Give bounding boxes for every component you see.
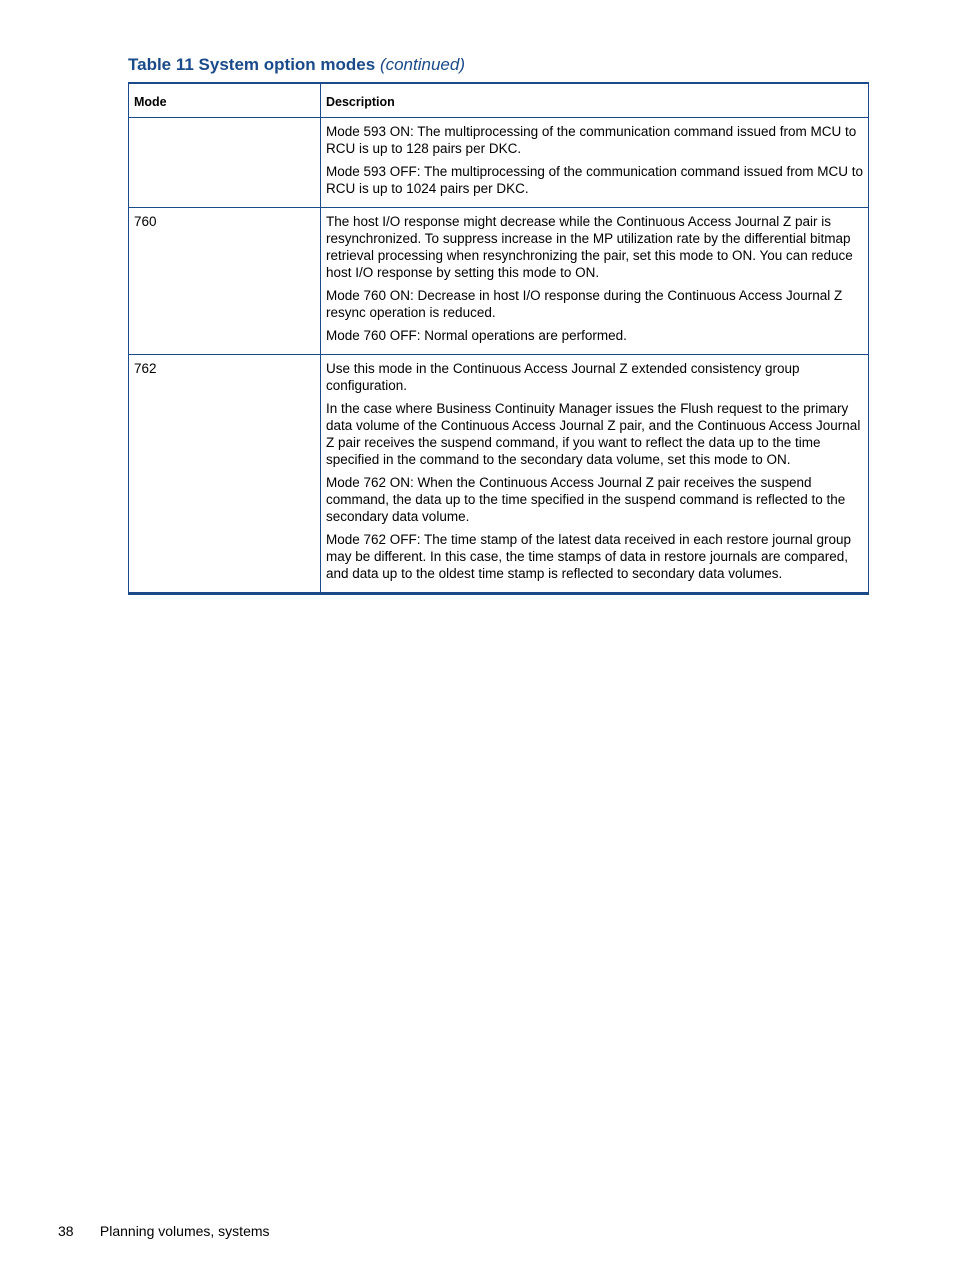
footer-section-title: Planning volumes, systems bbox=[99, 1223, 270, 1239]
description-paragraph: In the case where Business Continuity Manager issues the Flush request to the primary data volume of the Continuous Access Journal Z pair, and the Continuous Access Journal Z pair receives the suspend command, if you want to reflect the data up to the time specified in the command to the secondary data volume, set this mode to ON. bbox=[326, 401, 861, 467]
table-caption-continued: (continued) bbox=[379, 55, 465, 74]
table-caption-title: Table 11 System option modes bbox=[128, 55, 376, 74]
header-mode: Mode bbox=[129, 83, 321, 118]
table-caption bbox=[128, 55, 465, 75]
description-cell bbox=[321, 118, 869, 208]
mode-cell: 760 bbox=[129, 208, 321, 355]
page-footer bbox=[58, 1223, 270, 1239]
mode-cell: 762 bbox=[129, 355, 321, 594]
description-cell bbox=[321, 355, 869, 594]
table-row bbox=[129, 118, 869, 208]
description-paragraph: Mode 762 OFF: The time stamp of the latest data received in each restore journal group may be different. In this case, the time stamps of data in restore journals are compared, and data up to the oldest time stamp is reflected to secondary data volumes. bbox=[326, 532, 852, 581]
description-cell bbox=[321, 208, 869, 355]
description-paragraph: Use this mode in the Continuous Access Journal Z extended consistency group configuration. bbox=[326, 361, 800, 393]
description-paragraph: Mode 593 OFF: The multiprocessing of the communication command issued from MCU to RCU is up to 1024 pairs per DKC. bbox=[326, 164, 863, 196]
description-paragraph: Mode 760 ON: Decrease in host I/O response during the Continuous Access Journal Z resync operation is reduced. bbox=[326, 288, 843, 320]
header-description: Description bbox=[321, 83, 869, 118]
system-option-modes-table bbox=[128, 82, 869, 595]
description-paragraph: Mode 760 OFF: Normal operations are performed. bbox=[326, 328, 627, 343]
description-paragraph: Mode 593 ON: The multiprocessing of the communication command issued from MCU to RCU is up to 128 pairs per DKC. bbox=[326, 124, 857, 156]
table-header-row bbox=[129, 83, 869, 118]
description-paragraph: The host I/O response might decrease while the Continuous Access Journal Z pair is resynchronized. To suppress increase in the MP utilization rate by the differential bitmap retrieval processing when resynchronizing the pair, set this mode to ON. You can reduce host I/O response by setting this mode to ON. bbox=[326, 214, 853, 280]
table-row bbox=[129, 208, 869, 355]
table-row bbox=[129, 355, 869, 594]
description-paragraph: Mode 762 ON: When the Continuous Access Journal Z pair receives the suspend command, the data up to the time specified in the suspend command is reflected to the secondary data volume. bbox=[326, 475, 846, 524]
page-number: 38 bbox=[58, 1223, 74, 1239]
mode-cell bbox=[129, 118, 321, 208]
